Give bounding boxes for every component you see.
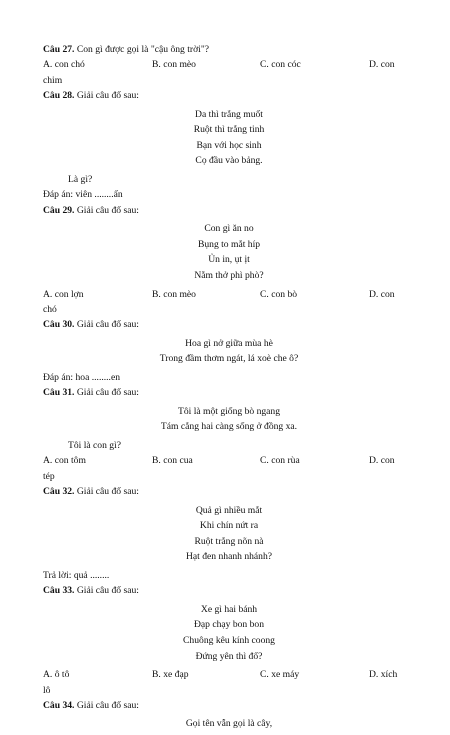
poem-line: Da thì trắng muốt <box>195 108 263 120</box>
question-29-options <box>43 287 415 302</box>
option-d: D. con <box>369 455 395 467</box>
question-29 <box>43 203 415 218</box>
riddle-poem-31 <box>43 404 415 435</box>
poem-line: Đứng yên thì đổ? <box>195 650 263 662</box>
question-27 <box>43 42 415 57</box>
answer-blank-32: Trả lời: quả ........ <box>43 569 110 581</box>
poem-line: Bụng to mắt híp <box>197 238 261 250</box>
option-b: B. con mèo <box>152 288 196 300</box>
poem-line: Quả gì nhiều mắt <box>195 504 263 516</box>
poem-line: Ruột thì trắng tinh <box>193 124 265 136</box>
question-33-label: Câu 33. <box>43 585 75 597</box>
poem-line: Tám cẳng hai càng sống ở đồng xa. <box>160 421 298 433</box>
option-b: B. con cua <box>152 455 193 467</box>
poem-line: Hoa gì nở giữa mùa hè <box>185 337 273 349</box>
option-d-wrap: chim <box>43 74 63 86</box>
poem-line: Nằm thở phì phò? <box>194 269 264 281</box>
poem-line: Đạp chạy bon bon <box>193 619 265 631</box>
question-32-text: Giải câu đố sau: <box>76 486 139 498</box>
question-30-label: Câu 30. <box>43 319 75 331</box>
question-28-text: Giải câu đố sau: <box>76 90 139 102</box>
option-d-wrap: tép <box>43 470 55 482</box>
question-33-text: Giải câu đố sau: <box>76 585 139 597</box>
question-34-label: Câu 34. <box>43 699 75 711</box>
question-33-options <box>43 667 415 682</box>
option-a: A. con chó <box>43 59 85 71</box>
option-c: C. xe máy <box>260 669 300 681</box>
question-34 <box>43 698 415 713</box>
poem-line: Khi chín nứt ra <box>199 520 259 532</box>
riddle-poem-34 <box>43 716 415 732</box>
question-29-text: Giải câu đố sau: <box>76 204 139 216</box>
question-31-label: Câu 31. <box>43 387 75 399</box>
poem-line: Ủn in, ụt ịt <box>208 254 250 266</box>
riddle-question-28: Là gì? <box>68 173 93 185</box>
option-d-wrap: lô <box>43 684 51 696</box>
option-d-wrap: chó <box>43 303 57 315</box>
poem-line: Tôi là một giống bò ngang <box>177 405 281 417</box>
question-30 <box>43 317 415 332</box>
poem-line: Ruột trắng nõn nà <box>194 535 264 547</box>
question-28-label: Câu 28. <box>43 90 75 102</box>
poem-line: Con gì ăn no <box>204 223 254 235</box>
riddle-poem-32 <box>43 503 415 565</box>
option-a: A. con tôm <box>43 455 86 467</box>
riddle-poem-30 <box>43 336 415 367</box>
question-29-label: Câu 29. <box>43 204 75 216</box>
question-31-text: Giải câu đố sau: <box>76 387 139 399</box>
question-31-options <box>43 453 415 468</box>
question-34-text: Giải câu đố sau: <box>76 699 139 711</box>
poem-line: Gọi tên vẫn gọi là cây, <box>185 718 273 730</box>
option-b: B. xe đạp <box>152 669 189 681</box>
poem-line: Bạn với học sinh <box>196 139 262 151</box>
question-27-label: Câu 27. <box>43 44 75 55</box>
option-c: C. con bò <box>260 288 298 300</box>
answer-blank-30: Đáp án: hoa ........en <box>43 371 120 383</box>
poem-line: Hạt đen nhanh nhánh? <box>185 551 273 563</box>
riddle-question-31: Tôi là con gì? <box>68 439 122 451</box>
option-d: D. con <box>369 59 395 71</box>
option-c: C. con rùa <box>260 455 300 467</box>
question-27-text: Con gì được gọi là "cậu ông trời"? <box>76 44 210 55</box>
question-32 <box>43 484 415 499</box>
question-32-label: Câu 32. <box>43 486 75 498</box>
option-b: B. con mèo <box>152 59 196 71</box>
option-d: D. xích <box>369 669 398 681</box>
question-33 <box>43 583 415 598</box>
riddle-poem-28 <box>43 107 415 169</box>
option-d: D. con <box>369 288 395 300</box>
poem-line: Xe gì hai bánh <box>200 603 258 615</box>
option-a: A. con lợn <box>43 288 84 300</box>
option-c: C. con cóc <box>260 59 301 71</box>
answer-blank-28: Đáp án: viên ........ấn <box>43 189 123 201</box>
riddle-poem-29 <box>43 221 415 283</box>
poem-line: Cọ đầu vào bảng. <box>195 155 263 167</box>
poem-line: Trong đầm thơm ngát, lá xoè che ô? <box>159 353 299 365</box>
riddle-poem-33 <box>43 602 415 664</box>
question-30-text: Giải câu đố sau: <box>76 319 139 331</box>
poem-line: Chuông kêu kính coong <box>183 634 275 646</box>
document-content <box>43 42 415 735</box>
question-28 <box>43 88 415 103</box>
option-a: A. ô tô <box>43 669 70 681</box>
question-27-options <box>43 57 415 72</box>
question-31 <box>43 385 415 400</box>
